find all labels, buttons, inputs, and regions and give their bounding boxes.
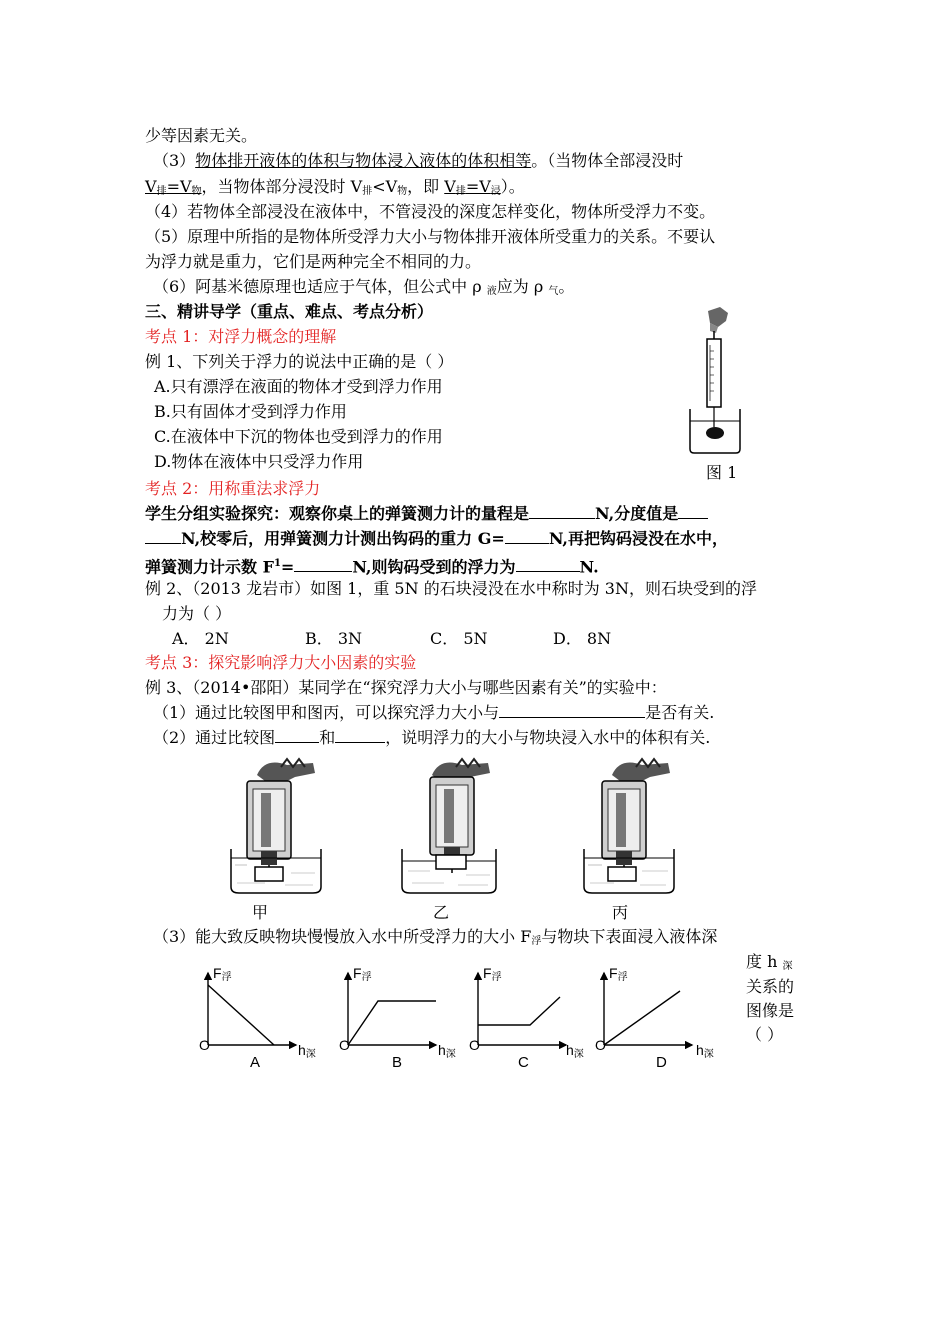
- group-experiment: N,校零后，用弹簧测力计测出钩码的重力 G= N,再把钩码浸没在水中，: [145, 527, 728, 551]
- text-line: 少等因素无关。: [145, 126, 258, 145]
- text-line: （3）物体排开液体的体积与物体浸入液体的体积相等。（当物体全部浸没时: [153, 151, 684, 170]
- sub-question-cont: 图像是: [746, 1001, 795, 1020]
- question: 力为（ ）: [162, 604, 232, 623]
- apparatus-figures: [225, 755, 825, 900]
- origin-label: O: [339, 1037, 350, 1053]
- sub-question-cont: 度 h $_深$: [746, 952, 793, 972]
- answer-blank: （ ）: [746, 1025, 784, 1044]
- spring-scale-figure: [680, 305, 770, 455]
- figure-label-bing: 丙: [612, 903, 629, 922]
- option: D.物体在液体中只受浮力作用: [154, 452, 364, 471]
- sub-question: （1）通过比较图甲和图丙，可以探究浮力大小与 是否有关.: [153, 703, 715, 722]
- graph-c: [478, 973, 566, 1045]
- graph-label-b: B: [392, 1054, 403, 1071]
- apparatus-yi: [402, 759, 496, 893]
- key-point-heading: 考点 1：对浮力概念的理解: [145, 327, 337, 346]
- sub-question: （3）能大致反映物块慢慢放入水中所受浮力的大小 $F_浮$与物块下表面浸入液体深: [153, 927, 718, 947]
- question: 例 2、（2013 龙岩市）如图 1，重 5N 的石块浸没在水中称时为 3N，则石块受到的浮: [145, 579, 757, 598]
- x-axis-label: $h_深$: [298, 1042, 316, 1060]
- group-experiment: 学生分组实验探究：观察你桌上的弹簧测力计的量程是 N,分度值是: [145, 502, 708, 526]
- figure-caption: 图 1: [706, 463, 738, 482]
- graph-b: [348, 973, 436, 1045]
- question: 例 1、下列关于浮力的说法中正确的是（ ）: [145, 352, 454, 371]
- y-axis-label: $F_浮$: [483, 965, 502, 983]
- question: 例 3、（2014•邵阳）某同学在“探究浮力大小与哪些因素有关”的实验中：: [145, 678, 667, 697]
- option: D． 8N: [553, 629, 612, 648]
- text-line: 为浮力就是重力，它们是两种完全不相同的力。: [145, 252, 482, 271]
- origin-label: O: [469, 1037, 480, 1053]
- graph-options: [196, 965, 726, 1075]
- option: A.只有漂浮在液面的物体才受到浮力作用: [154, 377, 443, 396]
- graph-d: [604, 973, 692, 1045]
- section-heading: 三、精讲导学（重点、难点、考点分析）: [145, 302, 434, 321]
- key-point-heading: 考点 3：探究影响浮力大小因素的实验: [145, 653, 417, 672]
- x-axis-label: $h_深$: [696, 1042, 714, 1060]
- origin-label: O: [595, 1037, 606, 1053]
- option: B． 3N: [305, 629, 363, 648]
- apparatus-jia: [231, 759, 321, 893]
- sub-question-cont: 关系的: [746, 977, 795, 996]
- graph-label-c: C: [518, 1054, 529, 1071]
- graph-label-a: A: [250, 1054, 261, 1071]
- graph-label-d: D: [656, 1054, 667, 1071]
- option: B.只有固体才受到浮力作用: [154, 402, 347, 421]
- figure-label-jia: 甲: [252, 903, 269, 922]
- y-axis-label: $F_浮$: [353, 965, 372, 983]
- graph-a: [208, 973, 296, 1045]
- text-line: $V_排=V_物$，当物体部分浸没时 $V_排<V_物$，即 $V_排=V_浸$）。: [145, 177, 525, 197]
- y-axis-label: $F_浮$: [213, 965, 232, 983]
- text-line: （5）原理中所指的是物体所受浮力大小与物体排开液体所受重力的关系。不要认: [145, 227, 716, 246]
- text-line: （6）阿基米德原理也适应于气体，但公式中 ρ $_液$应为 ρ $_气$。: [153, 277, 575, 297]
- apparatus-bing: [584, 759, 674, 893]
- x-axis-label: $h_深$: [438, 1042, 456, 1060]
- key-point-heading: 考点 2：用称重法求浮力: [145, 479, 321, 498]
- origin-label: O: [199, 1037, 210, 1053]
- text-line: （4）若物体全部浸没在液体中，不管浸没的深度怎样变化，物体所受浮力不变。: [145, 202, 716, 221]
- sub-question: （2）通过比较图 和 ，说明浮力的大小与物块浸入水中的体积有关.: [153, 728, 711, 747]
- group-experiment: 弹簧测力计示数 $F^1= N$,则钩码受到的浮力为 N.: [145, 557, 599, 577]
- figure-label-yi: 乙: [433, 903, 450, 922]
- option: A． 2N: [172, 629, 229, 648]
- y-axis-label: $F_浮$: [609, 965, 628, 983]
- option: C.在液体中下沉的物体也受到浮力的作用: [154, 427, 443, 446]
- x-axis-label: $h_深$: [566, 1042, 584, 1060]
- option: C． 5N: [430, 629, 488, 648]
